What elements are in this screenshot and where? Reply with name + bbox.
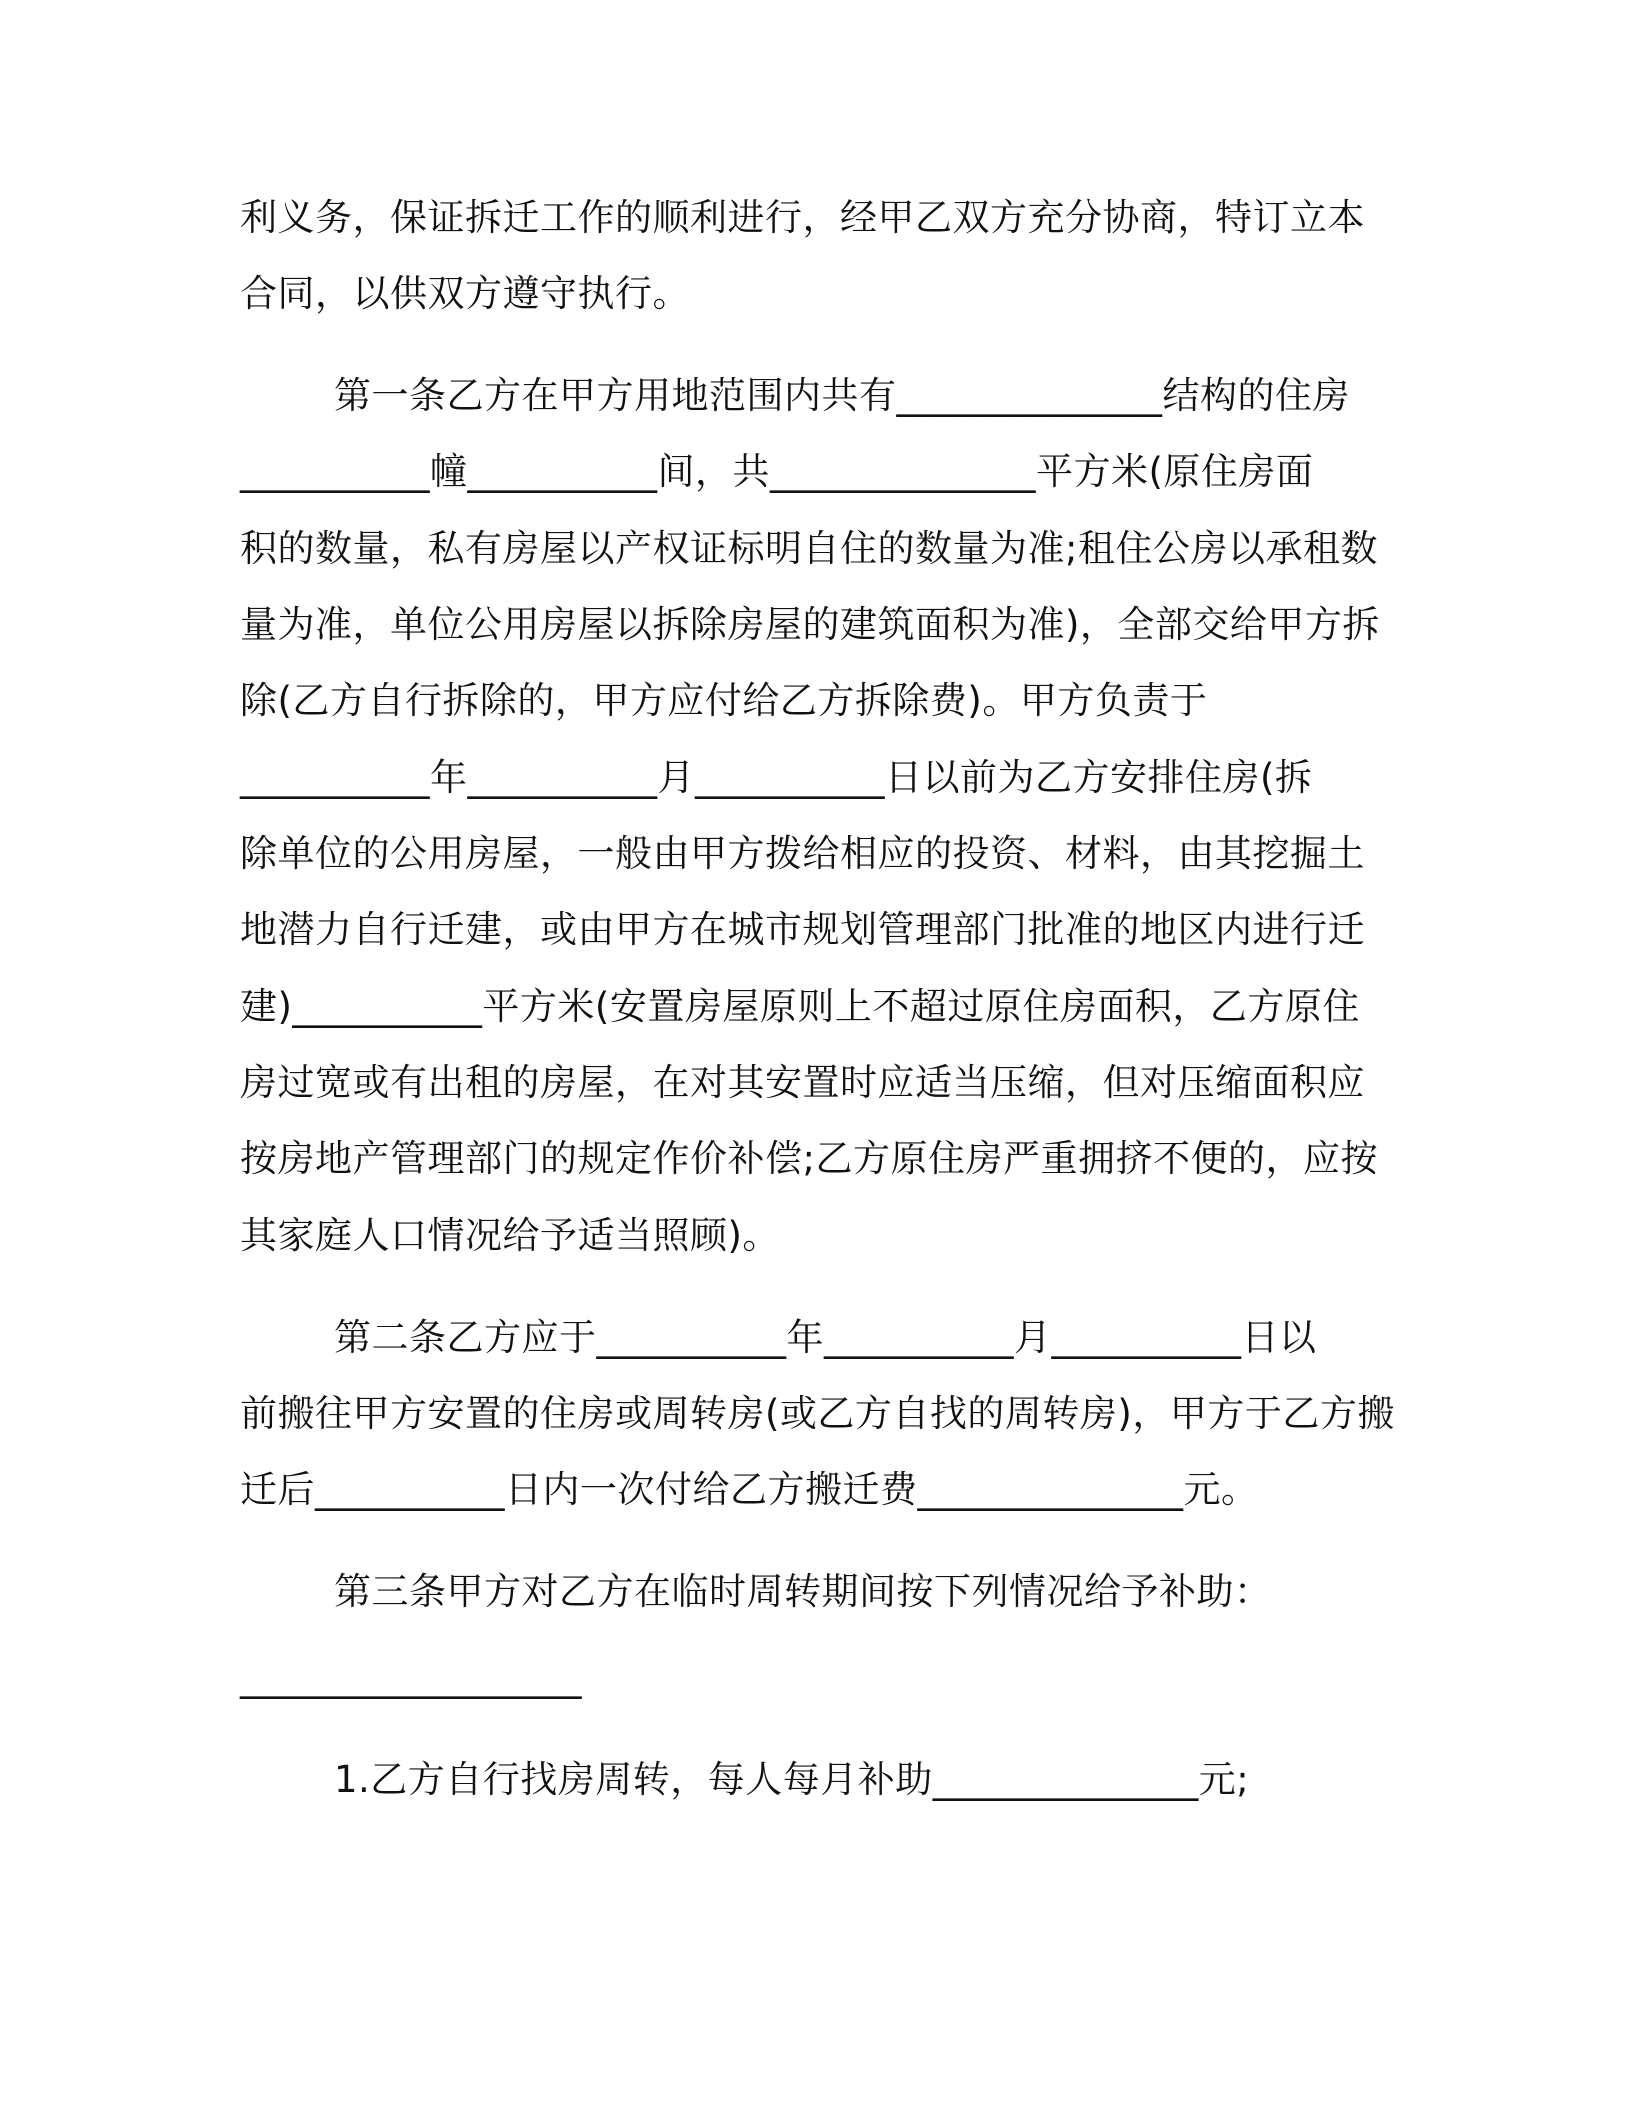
- text-line: 合同，以供双方遵守执行。: [240, 272, 690, 315]
- text-line: 利义务，保证拆迁工作的顺利进行，经甲乙双方充分协商，特订立本: [240, 196, 1365, 239]
- blank-line: __________________: [240, 1656, 582, 1699]
- article-2-line: 第二条乙方应于__________年__________月__________日以: [334, 1316, 1317, 1359]
- text-line: 迁后__________日内一次付给乙方搬迁费______________元。: [240, 1468, 1259, 1511]
- text-line: 除单位的公用房屋，一般由甲方拨给相应的投资、材料，由其挖掘土: [240, 832, 1365, 875]
- text-line: 建)__________平方米(安置房屋原则上不超过原住房面积，乙方原住: [240, 985, 1360, 1028]
- text-line: 按房地产管理部门的规定作价补偿;乙方原住房严重拥挤不便的，应按: [240, 1137, 1378, 1180]
- text-line: __________年__________月__________日以前为乙方安排住房(拆: [240, 756, 1313, 799]
- text-line: 除(乙方自行拆除的，甲方应付给乙方拆除费)。甲方负责于: [240, 679, 1208, 722]
- text-line: 房过宽或有出租的房屋，在对其安置时应适当压缩，但对压缩面积应: [240, 1061, 1365, 1104]
- list-item: 1.乙方自行找房周转，每人每月补助______________元;: [334, 1758, 1250, 1801]
- text-line: 量为准，单位公用房屋以拆除房屋的建筑面积为准)，全部交给甲方拆: [240, 603, 1380, 646]
- text-line: 积的数量，私有房屋以产权证标明自住的数量为准;租住公房以承租数: [240, 527, 1378, 570]
- text-line: __________幢__________间，共______________平方米(原住房面: [240, 450, 1314, 493]
- text-line: 前搬往甲方安置的住房或周转房(或乙方自找的周转房)，甲方于乙方搬: [240, 1392, 1395, 1435]
- text-line: 其家庭人口情况给予适当照顾)。: [240, 1214, 780, 1257]
- article-1-line: 第一条乙方在甲方用地范围内共有______________结构的住房: [334, 374, 1350, 417]
- article-3-line: 第三条甲方对乙方在临时周转期间按下列情况给予补助：: [334, 1570, 1272, 1613]
- text-line: 地潜力自行迁建，或由甲方在城市规划管理部门批准的地区内进行迁: [240, 908, 1365, 951]
